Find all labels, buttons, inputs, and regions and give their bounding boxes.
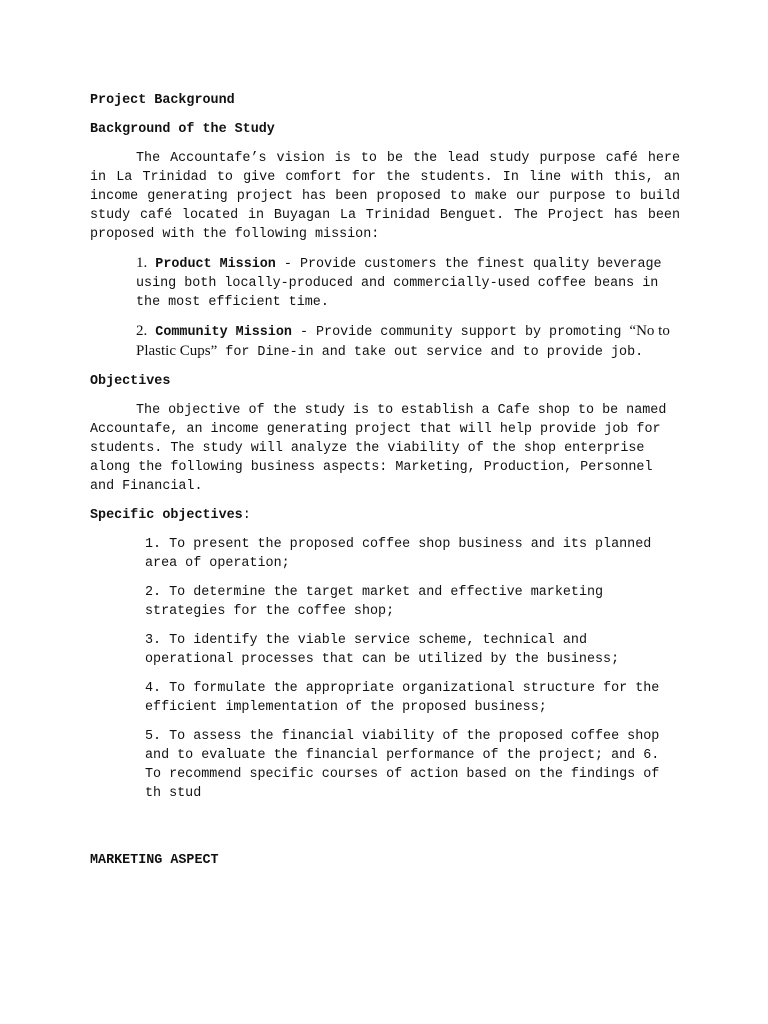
objective-number: 4. [145, 681, 162, 696]
specific-objectives-colon: : [242, 508, 251, 523]
background-paragraph: The Accountafe’s vision is to be the lead study purpose café here in La Trinidad to give comfort for the students. In line with this, an income generating project has been proposed to make our purpose to build study café located in Buyagan La Trinidad Benguet. The Project has been proposed with the following mission: [90, 151, 680, 242]
mission-text: Provide community support by promoting [316, 325, 630, 340]
mission-number: 2. [136, 323, 148, 339]
specific-objective-item [145, 535, 675, 573]
objective-number: 1. [145, 537, 162, 552]
objective-text: To formulate the appropriate organizational structure for the efficient implementation of the proposed business; [145, 681, 660, 715]
mission-number: 1. [136, 255, 148, 271]
specific-objective-item [145, 583, 675, 621]
objective-number: 3. [145, 633, 162, 648]
objective-number: 5. [145, 729, 162, 744]
objective-number: 2. [145, 585, 162, 600]
objective-text: To present the proposed coffee shop business and its planned area of operation; [145, 537, 652, 571]
objective-text: To determine the target market and effective marketing strategies for the coffee shop; [145, 585, 604, 619]
mission-text-tail: for Dine-in and take out service and to provide job. [217, 345, 644, 360]
mission-item-product [136, 254, 680, 312]
mission-separator: - [291, 325, 317, 340]
document-title: Project Background [90, 93, 235, 108]
section-heading-marketing-aspect: MARKETING ASPECT [90, 853, 219, 868]
mission-item-community [136, 322, 680, 362]
specific-objective-item [145, 727, 675, 803]
specific-objective-item [145, 631, 675, 669]
specific-objectives-label: Specific objectives [90, 508, 243, 523]
objective-text: To identify the viable service scheme, technical and operational processes that can be utilized by the business; [145, 633, 620, 667]
section-heading-background: Background of the Study [90, 122, 275, 137]
section-heading-objectives: Objectives [90, 374, 171, 389]
document-page [90, 91, 680, 880]
section-spacer [90, 813, 680, 851]
mission-text: Provide customers the finest quality beverage using both locally-produced and commercially-used coffee beans in the most efficient time. [136, 257, 662, 310]
mission-quoted-slogan: “No to Plastic Cups” [136, 323, 670, 359]
mission-term: Product Mission [155, 257, 276, 272]
mission-separator: - [275, 257, 300, 272]
mission-term: Community Mission [155, 325, 292, 340]
specific-objective-item [145, 679, 675, 717]
section-heading-specific-objectives [90, 506, 680, 525]
objectives-paragraph: The objective of the study is to establish a Cafe shop to be named Accountafe, an income generating project that will help provide job for students. The study will analyze the viability of the shop enterprise along the following business aspects: Marketing, Production, Personnel and Financial. [90, 403, 667, 494]
objective-text: To assess the financial viability of the proposed coffee shop and to evaluate the financial performance of the project; and 6. To recommend specific courses of action based on the findings of th stud [145, 729, 660, 801]
